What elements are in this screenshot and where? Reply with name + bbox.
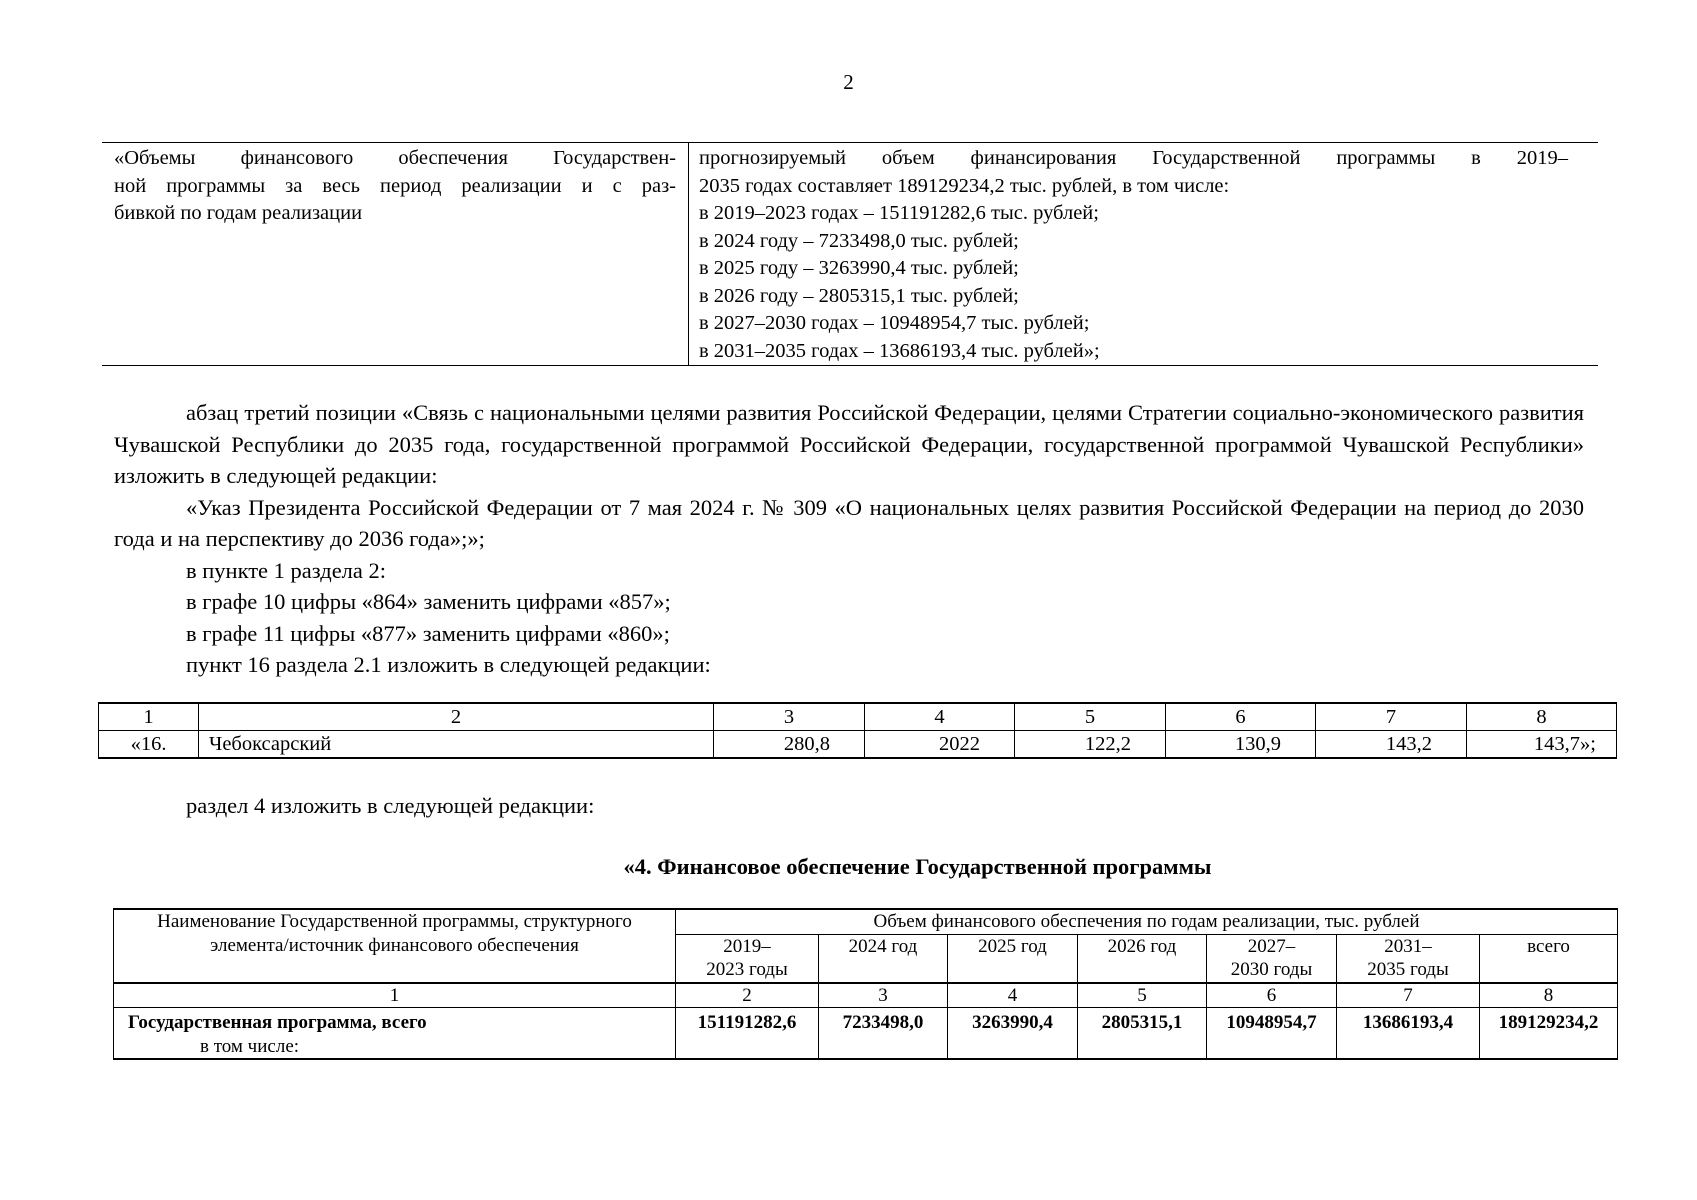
table-cell: «16. — [99, 731, 199, 759]
passport-right-line: в 2027–2030 годах – 10948954,7 тыс. рублей; — [699, 312, 1090, 334]
table-header-row — [99, 703, 1617, 731]
table-cell: 10948954,7 — [1207, 1008, 1337, 1060]
paragraph: абзац третий позиции «Связь с национальными целями развития Российской Федерации, целями Стратегии социально-экономического развития Чувашской Республики до 2035 года, государственной программой Российской Федерации, государственной программой Чувашской Республики» изложить в следующей редакции: — [114, 400, 1584, 488]
paragraph: «Указ Президента Российской Федерации от 7 мая 2024 г. № 309 «О национальных целях развития Российской Федерации на период до 2030 года и на перспективу до 2036 года»;»; — [114, 494, 1584, 551]
year-header: 2025 год — [948, 934, 1078, 983]
program-total-label: Государственная программа, всего — [128, 1012, 427, 1033]
passport-right-line: в 2031–2035 годах – 13686193,4 тыс. рублей»; — [699, 339, 1100, 362]
table-cell: 7 — [1316, 703, 1467, 731]
table-row — [99, 731, 1617, 759]
table-cell: 6 — [1166, 703, 1316, 731]
table-index-row — [114, 983, 1618, 1008]
table-cell: 143,7»; — [1467, 731, 1617, 759]
year-header: всего — [1480, 934, 1618, 983]
table-cell: 5 — [1015, 703, 1166, 731]
volume-header: Объем финансового обеспечения по годам реализации, тыс. рублей — [676, 909, 1618, 934]
table-row — [114, 1008, 1618, 1060]
paragraph: пункт 16 раздела 2.1 изложить в следующей редакции: — [186, 652, 711, 677]
year-header: 2019– 2023 годы — [676, 934, 819, 983]
passport-right-line: в 2026 году – 2805315,1 тыс. рублей; — [699, 284, 1019, 307]
including-label: в том числе: — [200, 1035, 300, 1057]
year-header: 2027– 2030 годы — [1207, 934, 1337, 983]
paragraph: в графе 10 цифры «864» заменить цифрами «857»; — [186, 589, 671, 614]
table-cell: 5 — [1078, 983, 1207, 1008]
table-cell: 122,2 — [1015, 731, 1166, 759]
table-cell: 6 — [1207, 983, 1337, 1008]
passport-table — [102, 142, 1598, 366]
table-cell: 280,8 — [714, 731, 865, 759]
table-cell: 8 — [1467, 703, 1617, 731]
passport-right-cell — [689, 143, 1599, 366]
section-title: «4. Финансовое обеспечение Государственной программы — [623, 854, 1212, 879]
table-cell: 3 — [819, 983, 948, 1008]
table-cell: 3 — [714, 703, 865, 731]
passport-left-line: ной программы за весь период реализации и с раз- — [114, 174, 676, 197]
table-cell: Чебоксарский — [199, 731, 714, 759]
year-header: 2024 год — [819, 934, 948, 983]
passport-right-line: 2035 годах составляет 189129234,2 тыс. рублей, в том числе: — [699, 174, 1230, 197]
table-cell: 2805315,1 — [1078, 1008, 1207, 1060]
page-number: 2 — [843, 70, 854, 94]
table-cell: 143,2 — [1316, 731, 1467, 759]
table-cell: 7 — [1337, 983, 1480, 1008]
paragraph: в пункте 1 раздела 2: — [186, 557, 387, 583]
passport-row — [102, 143, 1598, 366]
table-cell: 4 — [865, 703, 1015, 731]
passport-left-line: «Объемы финансового обеспечения Государствен- — [114, 147, 676, 169]
year-header: 2031– 2035 годы — [1337, 934, 1480, 983]
passport-right-line: в 2025 году – 3263990,4 тыс. рублей; — [699, 257, 1019, 279]
table-header-row — [114, 909, 1618, 934]
passport-right-line: в 2024 году – 7233498,0 тыс. рублей; — [699, 229, 1019, 252]
table-cell: 130,9 — [1166, 731, 1316, 759]
table-cell: 2022 — [865, 731, 1015, 759]
finance-table — [113, 908, 1618, 1060]
passport-left-line: бивкой по годам реализации — [114, 202, 363, 224]
table-cell: 189129234,2 — [1480, 1008, 1618, 1060]
year-header: 2026 год — [1078, 934, 1207, 983]
passport-right-line: в 2019–2023 годах – 151191282,6 тыс. рублей; — [699, 202, 1099, 224]
paragraph: раздел 4 изложить в следующей редакции: — [186, 793, 595, 818]
table-cell: 13686193,4 — [1337, 1008, 1480, 1060]
table-cell: 8 — [1480, 983, 1618, 1008]
district-table — [98, 702, 1617, 759]
table-cell: 1 — [114, 983, 676, 1008]
table-cell: 7233498,0 — [819, 1008, 948, 1060]
passport-left-cell — [102, 143, 689, 366]
program-total-name — [114, 1008, 676, 1060]
table-cell: 1 — [99, 703, 199, 731]
table-cell: 151191282,6 — [676, 1008, 819, 1060]
amendment-paragraphs — [114, 397, 1584, 681]
name-header: Наименование Государственной программы, структурного элемента/источник финансового обеспечения — [114, 909, 676, 983]
passport-right-line: прогнозируемый объем финансирования Государственной программы в 2019– — [699, 147, 1568, 169]
table-cell: 3263990,4 — [948, 1008, 1078, 1060]
table-cell: 2 — [676, 983, 819, 1008]
table-cell: 2 — [199, 703, 714, 731]
paragraph: в графе 11 цифры «877» заменить цифрами «860»; — [186, 620, 670, 646]
table-cell: 4 — [948, 983, 1078, 1008]
